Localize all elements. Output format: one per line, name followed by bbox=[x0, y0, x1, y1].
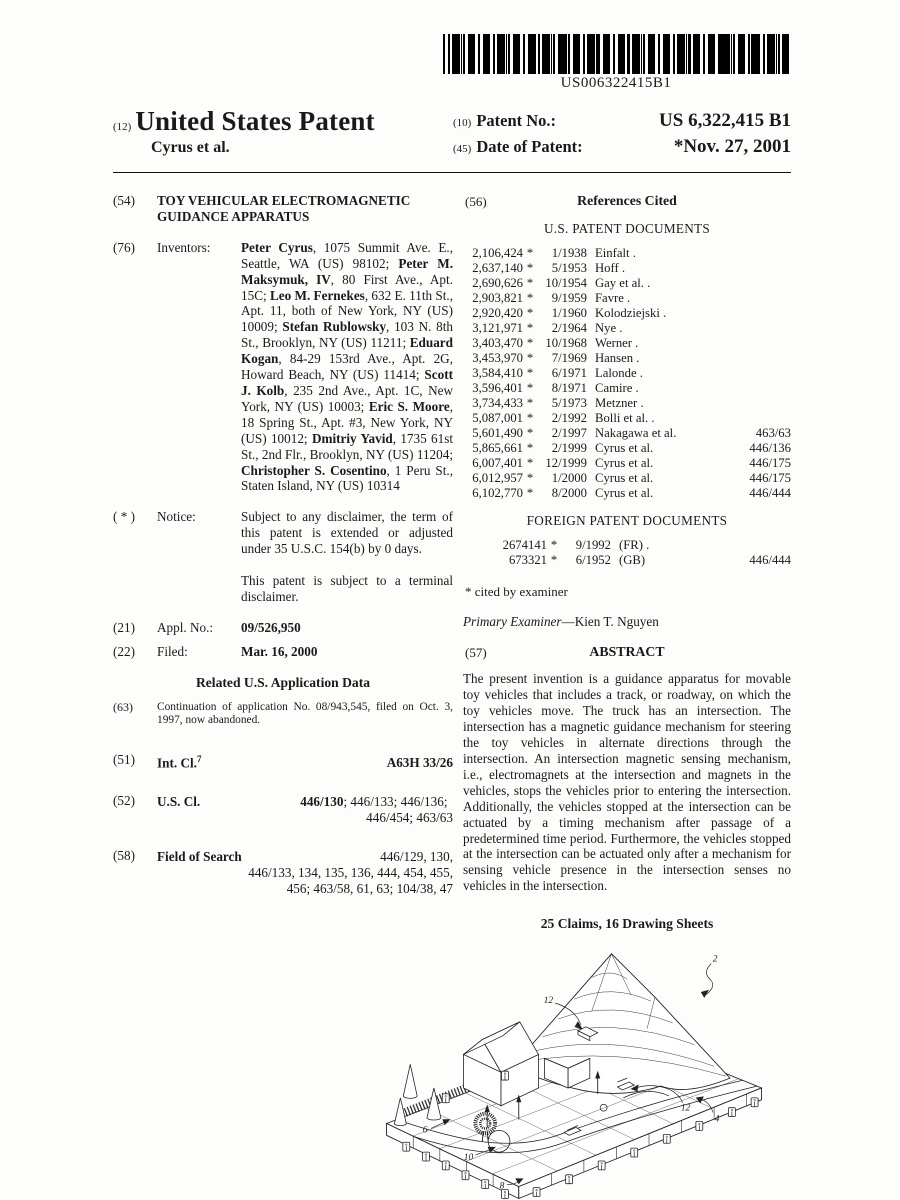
inventors-tag: (76) bbox=[113, 239, 135, 255]
dot-leader bbox=[246, 848, 376, 861]
us-reference-row bbox=[463, 426, 791, 441]
notice-label: Notice: bbox=[157, 509, 196, 525]
references-tag: (56) bbox=[465, 194, 487, 209]
cited-by-examiner-star: * bbox=[550, 552, 558, 567]
notice-paragraph-1: Subject to any disclaimer, the term of this patent is extended or adjusted under 35 U.S.C. 154(b) by 0 days. bbox=[241, 509, 453, 557]
us-reference-row bbox=[463, 456, 791, 471]
inventor-name: Stefan Rublowsky bbox=[282, 319, 387, 335]
int-cl-value: A63H 33/26 bbox=[386, 755, 453, 771]
patent-number: US 6,322,415 B1 bbox=[659, 110, 791, 131]
dot-leader bbox=[656, 471, 746, 482]
abstract-heading: ABSTRACT bbox=[589, 643, 665, 659]
examiner-name: —Kien T. Nguyen bbox=[561, 613, 659, 629]
inventor-name: Peter Cyrus bbox=[241, 239, 313, 255]
ref-date: 1/1960 bbox=[551, 305, 587, 320]
ref-number: 6,012,957 bbox=[472, 470, 523, 485]
ref-class: 446/444 bbox=[749, 552, 791, 567]
ref-date: 9/1992 bbox=[575, 537, 611, 552]
ref-number: 2,903,821 bbox=[472, 290, 523, 305]
document-type-title: United States Patent bbox=[135, 106, 375, 136]
abstract-heading-row bbox=[463, 644, 791, 660]
inventor-name: Leo M. Fernekes bbox=[269, 287, 365, 303]
patent-no-label: Patent No.: bbox=[476, 111, 557, 130]
cited-by-examiner-star: * bbox=[526, 335, 534, 350]
us-reference-row bbox=[463, 366, 791, 381]
inventor-address: , 235 2nd Ave., Apt. 1C, New York, NY (US) 10003; bbox=[241, 382, 453, 414]
us-patents-heading: U.S. PATENT DOCUMENTS bbox=[543, 220, 711, 236]
fos-line3: 456; 463/58, 61, 63; 104/38, 47 bbox=[286, 880, 453, 896]
inventor-name: Peter M. Maksymuk, IV bbox=[241, 255, 453, 287]
ref-date: 12/1999 bbox=[545, 455, 587, 470]
notice-tag: ( * ) bbox=[113, 509, 135, 525]
examiner-label: Primary Examiner bbox=[463, 613, 562, 629]
ref-date: 2/1997 bbox=[551, 425, 587, 440]
header-divider bbox=[113, 172, 791, 173]
us-reference-row bbox=[463, 351, 791, 366]
ref-number: 2,920,420 bbox=[472, 305, 523, 320]
application-number-section bbox=[113, 620, 453, 636]
first-inventor-name: Cyrus et al. bbox=[151, 139, 230, 156]
barcode-block bbox=[443, 34, 789, 92]
barcode-number: US006322415B1 bbox=[560, 75, 672, 91]
dot-leader bbox=[205, 754, 382, 767]
us-reference-row bbox=[463, 471, 791, 486]
cited-by-examiner-star: * bbox=[526, 260, 534, 275]
ref-date: 2/1999 bbox=[551, 440, 587, 455]
cited-by-examiner-star: * bbox=[526, 275, 534, 290]
us-cl-section bbox=[113, 793, 453, 826]
dot-leader bbox=[656, 486, 746, 497]
us-reference-row bbox=[463, 321, 791, 336]
patent-drawing bbox=[361, 938, 791, 1200]
us-reference-row bbox=[463, 246, 791, 261]
inventor-address: , 1 Peru St., Staten Island, NY (US) 10314 bbox=[241, 462, 453, 494]
us-reference-row bbox=[463, 291, 791, 306]
ref-date: 8/1971 bbox=[551, 380, 587, 395]
ref-inventor: Kolodziejski . bbox=[595, 305, 667, 320]
inventor-entry bbox=[241, 463, 453, 494]
ref-inventor: Camire . bbox=[595, 380, 639, 395]
ref-date: 1/2000 bbox=[551, 470, 587, 485]
ref-inventor: Hoff . bbox=[595, 260, 626, 275]
dot-leader bbox=[656, 456, 746, 467]
application-number: 09/526,950 bbox=[241, 619, 301, 635]
ref-date: 6/1971 bbox=[551, 365, 587, 380]
us-reference-row bbox=[463, 411, 791, 426]
appl-label: Appl. No.: bbox=[157, 619, 214, 635]
references-heading-row bbox=[463, 193, 791, 209]
int-cl-label: Int. Cl.$^7$ bbox=[157, 753, 202, 771]
ref-inventor: Einfalt . bbox=[595, 245, 636, 260]
cited-by-examiner-star: * bbox=[526, 380, 534, 395]
filed-date: Mar. 16, 2000 bbox=[241, 643, 318, 659]
patent-date: *Nov. 27, 2001 bbox=[673, 136, 791, 157]
notice-paragraph-2: This patent is subject to a terminal disclaimer. bbox=[241, 573, 453, 604]
ref-inventor: Werner . bbox=[595, 335, 639, 350]
int-cl-tag: (51) bbox=[113, 751, 135, 767]
title-section bbox=[113, 193, 453, 225]
cited-by-examiner-star: * bbox=[526, 245, 534, 260]
ref-number: 673321 bbox=[508, 552, 547, 567]
ref-class: 446/136 bbox=[749, 440, 791, 455]
ref-class: 446/175 bbox=[749, 470, 791, 485]
us-cl-label: U.S. Cl. bbox=[157, 794, 201, 810]
us-reference-row bbox=[463, 306, 791, 321]
ref-number: 2,106,424 bbox=[472, 245, 523, 260]
dot-leader bbox=[204, 793, 296, 806]
date-tag: (45) bbox=[453, 143, 472, 155]
inventor-address: , 1735 61st St., 2nd Flr., Brooklyn, NY (US) 11204; bbox=[241, 430, 454, 462]
left-column bbox=[113, 193, 453, 932]
appl-tag: (21) bbox=[113, 619, 135, 635]
inventor-address: , 103 N. 8th St., Brooklyn, NY (US) 11211; bbox=[241, 319, 453, 351]
ref-number: 5,865,661 bbox=[472, 440, 523, 455]
ref-class: 446/444 bbox=[749, 485, 791, 500]
ref-inventor: Cyrus et al. bbox=[595, 440, 654, 455]
cited-by-examiner-star: * bbox=[550, 537, 558, 552]
ref-date: 10/1954 bbox=[545, 275, 587, 290]
ref-numeral-12-upper: 12 bbox=[543, 996, 554, 1007]
inventor-name: Dmitriy Yavid bbox=[311, 430, 393, 446]
us-reference-row bbox=[463, 261, 791, 276]
primary-examiner-line bbox=[463, 614, 791, 630]
ref-numeral-8: 8 bbox=[499, 1181, 505, 1192]
claims-note: 25 Claims, 16 Drawing Sheets bbox=[540, 916, 714, 932]
inventor-name: Eric S. Moore bbox=[368, 398, 450, 414]
ref-inventor: Nakagawa et al. bbox=[595, 425, 677, 440]
cited-by-examiner-star: * bbox=[526, 365, 534, 380]
abstract-text: The present invention is a guidance apparatus for movable toy vehicles that includes a track, or roadway, on which the toy vehicles move. The truck has an intersection. The intersection has a magnetic guidance mechanism for steering the toy vehicles in alternate directions through the intersection. An intersection magnetic sensing mechanism, i.e., electromagnets at the intersection and magnets in the vehicles, stops the vehicles prior to entering the intersection. Additionally, the vehicles stopped at the intersection can be actuated by a timing mechanism after passage of a predetermined time period. Furthermore, the vehicles stopped at the intersection can be actuated only after a mechanism for sensing vehicle presence in the intersection senses no vehicles in the intersection. bbox=[463, 671, 791, 894]
inventor-address: , 1075 Summit Ave. E., Seattle, WA (US) 98102; bbox=[241, 239, 453, 271]
inventor-address: , 84-29 153rd Ave., Apt. 2G, Howard Beach, NY (US) 11414; bbox=[241, 351, 453, 383]
ref-number: 2674141 bbox=[502, 537, 547, 552]
us-reference-row bbox=[463, 381, 791, 396]
continuation-tag: (63) bbox=[113, 699, 133, 714]
field-of-search-section bbox=[113, 848, 453, 897]
filed-tag: (22) bbox=[113, 643, 135, 659]
ref-numeral-4: 4 bbox=[714, 1114, 720, 1125]
continuation-text: Continuation of application No. 08/943,545, filed on Oct. 3, 1997, now abandoned. bbox=[157, 700, 453, 727]
cited-by-examiner-star: * bbox=[526, 440, 534, 455]
right-column bbox=[463, 193, 791, 932]
foreign-patent-rows bbox=[463, 538, 791, 568]
ref-number: 3,121,971 bbox=[472, 320, 523, 335]
cited-by-examiner-star: * bbox=[526, 485, 534, 500]
ref-date: 8/2000 bbox=[551, 485, 587, 500]
us-reference-row bbox=[463, 336, 791, 351]
us-reference-row bbox=[463, 486, 791, 501]
us-reference-row bbox=[463, 276, 791, 291]
dot-leader bbox=[656, 441, 746, 452]
ref-inventor: Gay et al. . bbox=[595, 275, 651, 290]
notice-section bbox=[113, 509, 453, 605]
ref-number: 2,637,140 bbox=[472, 260, 523, 275]
ref-class: 446/175 bbox=[749, 455, 791, 470]
ref-number: 3,403,470 bbox=[472, 335, 523, 350]
inventor-name: Christopher S. Cosentino bbox=[241, 462, 387, 478]
ref-numeral-2: 2 bbox=[712, 954, 718, 965]
ref-number: 3,453,970 bbox=[472, 350, 523, 365]
foreign-patents-heading: FOREIGN PATENT DOCUMENTS bbox=[526, 512, 728, 528]
ref-inventor: Favre . bbox=[595, 290, 631, 305]
int-cl-section bbox=[113, 752, 453, 771]
ref-number: 5,087,001 bbox=[472, 410, 523, 425]
continuation-section bbox=[113, 701, 453, 728]
cited-by-examiner-star: * bbox=[526, 350, 534, 365]
ref-number: 2,690,626 bbox=[472, 275, 523, 290]
dot-leader bbox=[679, 426, 752, 437]
fos-line1: 446/129, 130, bbox=[380, 848, 453, 864]
us-cl-line2: 446/454; 463/63 bbox=[366, 809, 453, 825]
ref-inventor: Cyrus et al. bbox=[595, 470, 654, 485]
ref-date: 1/1938 bbox=[551, 245, 587, 260]
references-heading: References Cited bbox=[577, 193, 677, 208]
ref-date: 9/1959 bbox=[551, 290, 587, 305]
cited-by-examiner-star: * bbox=[526, 320, 534, 335]
cited-by-examiner-note: * cited by examiner bbox=[465, 583, 568, 599]
ref-numeral-12-lower: 12 bbox=[680, 1103, 691, 1114]
abstract-tag: (57) bbox=[465, 644, 487, 660]
page-header bbox=[113, 106, 791, 162]
fos-tag: (58) bbox=[113, 847, 135, 863]
cited-by-examiner-star: * bbox=[526, 455, 534, 470]
inventor-name: Eduard Kogan bbox=[241, 335, 453, 367]
fos-line2: 446/133, 134, 135, 136, 444, 454, 455, bbox=[248, 864, 453, 880]
invention-title: TOY VEHICULAR ELECTROMAGNETIC GUIDANCE APPARATUS bbox=[157, 193, 411, 224]
foreign-reference-row bbox=[463, 538, 791, 553]
int-cl-sup: 7 bbox=[196, 753, 202, 764]
ref-date: 10/1968 bbox=[545, 335, 587, 350]
ref-date: 2/1992 bbox=[551, 410, 587, 425]
cited-by-examiner-star: * bbox=[526, 410, 534, 425]
header-right bbox=[453, 106, 791, 162]
house bbox=[464, 1022, 539, 1106]
inventor-address: , 80 First Ave., Apt. 15C; bbox=[241, 271, 453, 303]
us-reference-row bbox=[463, 396, 791, 411]
cited-by-examiner-star: * bbox=[526, 305, 534, 320]
ref-inventor: Cyrus et al. bbox=[595, 455, 654, 470]
cited-by-examiner-star: * bbox=[526, 290, 534, 305]
ref-date: 5/1953 bbox=[551, 260, 587, 275]
us-reference-row bbox=[463, 441, 791, 456]
ref-number: 3,584,410 bbox=[472, 365, 523, 380]
kind-code-tag: (12) bbox=[113, 121, 132, 133]
cited-by-examiner-star: * bbox=[526, 395, 534, 410]
barcode bbox=[443, 34, 789, 74]
ref-inventor: Cyrus et al. bbox=[595, 485, 654, 500]
ref-inventor: Bolli et al. . bbox=[595, 410, 655, 425]
ref-inventor: Lalonde . bbox=[595, 365, 643, 380]
us-patent-rows bbox=[463, 246, 791, 501]
ref-number: 3,596,401 bbox=[472, 380, 523, 395]
date-label: Date of Patent: bbox=[476, 137, 583, 156]
inventors-list bbox=[241, 240, 453, 495]
ref-country: (GB) bbox=[619, 552, 646, 567]
us-cl-primary: 446/130 bbox=[300, 794, 344, 810]
ref-number: 6,102,770 bbox=[472, 485, 523, 500]
ref-date: 7/1969 bbox=[551, 350, 587, 365]
us-cl-secondary: ; 446/133; 446/136; bbox=[343, 794, 448, 810]
foreign-reference-row bbox=[463, 553, 791, 568]
header-left bbox=[113, 106, 453, 162]
ref-class: 463/63 bbox=[755, 425, 791, 440]
ref-number: 6,007,401 bbox=[472, 455, 523, 470]
ref-inventor: Hansen . bbox=[595, 350, 640, 365]
cited-by-examiner-star: * bbox=[526, 470, 534, 485]
fos-label: Field of Search bbox=[157, 848, 242, 864]
ref-date: 6/1952 bbox=[575, 552, 611, 567]
figure-1-drawing bbox=[361, 938, 791, 1200]
dot-leader bbox=[648, 553, 746, 564]
us-cl-tag: (52) bbox=[113, 793, 135, 809]
ref-inventor: Metzner . bbox=[595, 395, 644, 410]
filed-section bbox=[113, 644, 453, 660]
related-data-heading: Related U.S. Application Data bbox=[195, 674, 371, 690]
patent-no-tag: (10) bbox=[453, 117, 472, 129]
ref-date: 5/1973 bbox=[551, 395, 587, 410]
ref-numeral-6: 6 bbox=[422, 1125, 428, 1136]
inventors-label: Inventors: bbox=[157, 239, 211, 255]
inventor-name: Scott J. Kolb bbox=[241, 367, 453, 398]
ref-date: 2/1964 bbox=[551, 320, 587, 335]
ref-numeral-10: 10 bbox=[463, 1153, 474, 1164]
filed-label: Filed: bbox=[157, 643, 188, 659]
inventor-address: , 18 Spring St., Apt. #3, New York, NY (US) 10012; bbox=[241, 398, 453, 446]
ref-country: (FR) . bbox=[619, 537, 650, 552]
ref-inventor: Nye . bbox=[595, 320, 623, 335]
cited-by-examiner-star: * bbox=[526, 425, 534, 440]
ref-number: 5,601,490 bbox=[472, 425, 523, 440]
ref-number: 3,734,433 bbox=[472, 395, 523, 410]
title-tag: (54) bbox=[113, 193, 135, 208]
inventor-address: , 632 E. 11th St., Apt. 11, both of New York, NY (US) 10009; bbox=[241, 287, 453, 335]
inventors-section bbox=[113, 240, 453, 495]
